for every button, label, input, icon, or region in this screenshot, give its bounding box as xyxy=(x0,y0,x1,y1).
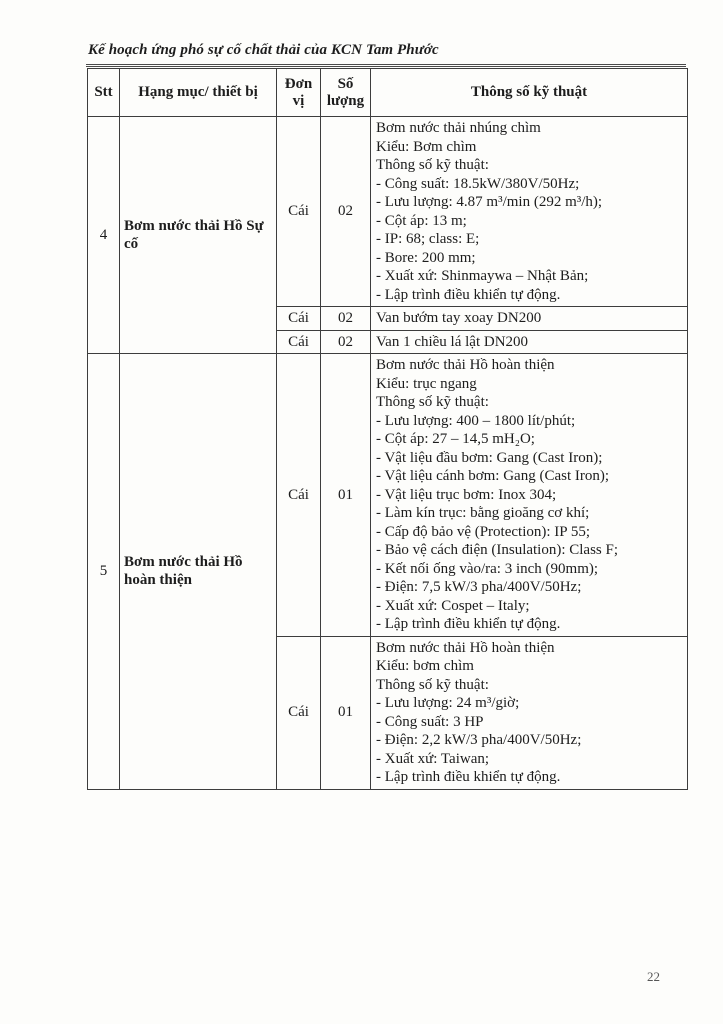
spec-line: - Công suất: 18.5kW/380V/50Hz; xyxy=(376,175,580,192)
row-spec xyxy=(371,636,688,789)
col-header-item: Hạng mục/ thiết bị xyxy=(120,69,277,117)
document-header: Kế hoạch ứng phó sự cố chất thải của KCN Tam Phước xyxy=(88,42,439,58)
header-rule xyxy=(86,64,686,65)
row-spec xyxy=(371,307,688,331)
spec-line: - Vật liệu đầu bơm: Gang (Cast Iron); xyxy=(376,449,603,466)
spec-line: - Công suất: 3 HP xyxy=(376,713,484,730)
spec-line: - Bảo vệ cách điện (Insulation): Class F; xyxy=(376,542,619,558)
row-item-name: Bơm nước thải Hồ Sự cố xyxy=(120,117,277,354)
spec-line: - Vật liệu cánh bơm: Gang (Cast Iron); xyxy=(376,468,610,484)
row-quantity: 01 xyxy=(321,636,371,789)
row-spec xyxy=(371,117,688,307)
col-header-unit-line1: Đơn xyxy=(284,75,313,92)
col-header-spec: Thông số kỹ thuật xyxy=(371,69,688,117)
spec-line: - Lưu lượng: 400 – 1800 lít/phút; xyxy=(376,412,576,429)
spec-line: - Điện: 7,5 kW/3 pha/400V/50Hz; xyxy=(376,579,582,595)
col-header-unit-line2: vị xyxy=(292,92,305,109)
spec-line: - IP: 68; class: E; xyxy=(376,231,480,247)
table-row xyxy=(88,354,688,637)
row-unit: Cái xyxy=(277,354,321,637)
spec-line: - Xuất xứ: Taiwan; xyxy=(376,750,490,767)
spec-line: Kiểu: trục ngang xyxy=(376,375,477,392)
page-number: 22 xyxy=(647,969,660,984)
table-row xyxy=(88,117,688,307)
table-header-row xyxy=(88,69,688,117)
spec-line: - Bore: 200 mm; xyxy=(376,249,476,266)
row-quantity: 02 xyxy=(321,307,371,331)
spec-line: - Cột áp: 13 m; xyxy=(376,212,467,229)
col-header-quantity-line2: lượng xyxy=(326,92,365,109)
spec-line: Bơm nước thải nhúng chìm xyxy=(376,120,541,136)
spec-line: - Vật liệu trục bơm: Inox 304; xyxy=(376,486,557,503)
row-stt: 5 xyxy=(88,354,120,790)
col-header-quantity-line1: Số xyxy=(337,75,354,92)
equipment-spec-table xyxy=(87,68,688,790)
spec-line: Bơm nước thải Hồ hoàn thiện xyxy=(376,639,555,656)
spec-line: - Lập trình điều khiển tự động. xyxy=(376,616,561,632)
spec-line: - Lập trình điều khiển tự động. xyxy=(376,769,561,785)
row-unit: Cái xyxy=(277,117,321,307)
row-unit: Cái xyxy=(277,307,321,331)
col-header-quantity xyxy=(321,69,371,117)
spec-line: - Xuất xứ: Cospet – Italy; xyxy=(376,597,530,614)
spec-line: - Lưu lượng: 4.87 m³/min (292 m³/h); xyxy=(376,194,603,210)
spec-line: Kiểu: Bơm chìm xyxy=(376,138,477,155)
row-unit: Cái xyxy=(277,330,321,354)
col-header-stt: Stt xyxy=(88,69,120,117)
spec-line: Van 1 chiều lá lật DN200 xyxy=(376,333,529,350)
spec-line: Thông số kỹ thuật: xyxy=(376,157,489,173)
spec-line: Bơm nước thải Hồ hoàn thiện xyxy=(376,357,555,373)
spec-line: - Cấp độ bảo vệ (Protection): IP 55; xyxy=(376,523,590,540)
spec-line: Kiểu: bơm chìm xyxy=(376,658,474,674)
spec-line: - Cột áp: 27 – 14,5 mH₂O; xyxy=(376,431,535,447)
col-header-unit xyxy=(277,69,321,117)
spec-line: Van bướm tay xoay DN200 xyxy=(376,310,542,326)
spec-line: Thông số kỹ thuật: xyxy=(376,676,489,693)
table-body xyxy=(88,117,688,790)
row-unit: Cái xyxy=(277,636,321,789)
spec-line: Thông số kỹ thuật: xyxy=(376,394,489,410)
spec-line: - Lưu lượng: 24 m³/giờ; xyxy=(376,695,520,711)
spec-line: - Làm kín trục: bằng gioăng cơ khí; xyxy=(376,505,590,521)
spec-line: - Xuất xứ: Shinmaywa – Nhật Bản; xyxy=(376,268,589,284)
header-rule-double xyxy=(86,66,686,67)
row-item-name: Bơm nước thải Hồ hoàn thiện xyxy=(120,354,277,790)
spec-line: - Lập trình điều khiển tự động. xyxy=(376,286,561,303)
row-spec xyxy=(371,330,688,354)
row-quantity: 02 xyxy=(321,117,371,307)
spec-line: - Kết nối ống vào/ra: 3 inch (90mm); xyxy=(376,560,599,577)
row-quantity: 01 xyxy=(321,354,371,637)
row-spec xyxy=(371,354,688,637)
row-stt: 4 xyxy=(88,117,120,354)
row-quantity: 02 xyxy=(321,330,371,354)
spec-line: - Điện: 2,2 kW/3 pha/400V/50Hz; xyxy=(376,732,582,748)
